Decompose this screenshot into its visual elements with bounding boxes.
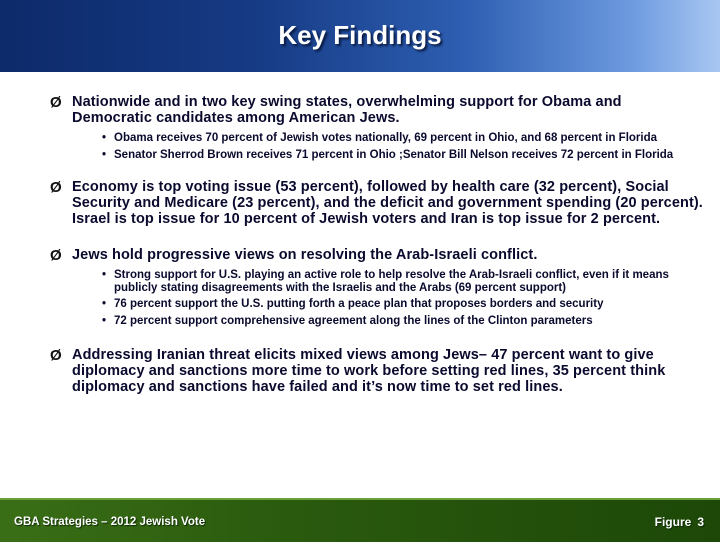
sub-bullet <box>102 315 705 328</box>
finding-text: Addressing Iranian threat elicits mixed views among Jews– 47 percent want to give diplomacy and sanctions more time to work before setting red lines, 35 percent think diplomacy and sanctions have failed and it’s now time to set red lines. <box>72 347 666 395</box>
sub-bullet-text: 76 percent support the U.S. putting forth a peace plan that proposes borders and security <box>114 298 604 310</box>
bullet-dot-icon: • <box>102 132 107 144</box>
sub-bullet-text: Senator Sherrod Brown receives 71 percent in Ohio ;Senator Bill Nelson receives 72 percent in Florida <box>114 148 674 161</box>
page-number: 3 <box>697 515 704 529</box>
sub-bullet-list <box>72 132 705 161</box>
bullet-dot-icon: • <box>102 269 107 281</box>
arrow-bullet-icon: Ø <box>50 247 62 264</box>
sub-bullet-text: Strong support for U.S. playing an active role to help resolve the Arab-Israeli conflict, even if it means publicly stating disagreements with the Israelis and the Arabs (69 percent support) <box>114 269 669 294</box>
sub-bullet <box>102 149 705 162</box>
findings-content <box>50 94 705 395</box>
sub-bullet <box>102 269 705 294</box>
finding-4 <box>50 347 705 395</box>
bullet-dot-icon: • <box>102 314 107 327</box>
sub-bullet-text: 72 percent support comprehensive agreement along the lines of the Clinton parameters <box>114 314 593 327</box>
sub-bullet-text: Obama receives 70 percent of Jewish votes nationally, 69 percent in Ohio, and 68 percent in Florida <box>114 132 658 144</box>
finding-3 <box>50 247 705 327</box>
figure-label: Figure <box>654 515 692 529</box>
footer-bar <box>0 498 720 542</box>
finding-text: Nationwide and in two key swing states, overwhelming support for Obama and Democratic candidates among American Jews. <box>72 94 622 126</box>
arrow-bullet-icon: Ø <box>50 94 62 111</box>
arrow-bullet-icon: Ø <box>50 347 62 364</box>
footer-source: GBA Strategies – 2012 Jewish Vote <box>14 516 206 528</box>
finding-2 <box>50 179 705 227</box>
sub-bullet-list <box>72 269 705 327</box>
bullet-dot-icon: • <box>102 298 107 310</box>
slide-title: Key Findings <box>278 20 442 50</box>
finding-1 <box>50 94 705 161</box>
title-banner <box>0 0 720 72</box>
finding-text: Economy is top voting issue (53 percent), followed by health care (32 percent), Social Security and Medicare (23 percent), and the deficit and government spending (20 percent). Israel is top issue for 10 percent of Jewish voters and Iran is top issue for 2 percent. <box>72 179 703 227</box>
arrow-bullet-icon: Ø <box>50 179 62 196</box>
sub-bullet <box>102 298 705 311</box>
figure-label-group <box>649 515 704 529</box>
finding-text: Jews hold progressive views on resolving the Arab-Israeli conflict. <box>72 247 538 263</box>
bullet-dot-icon: • <box>102 148 107 161</box>
sub-bullet <box>102 132 705 145</box>
